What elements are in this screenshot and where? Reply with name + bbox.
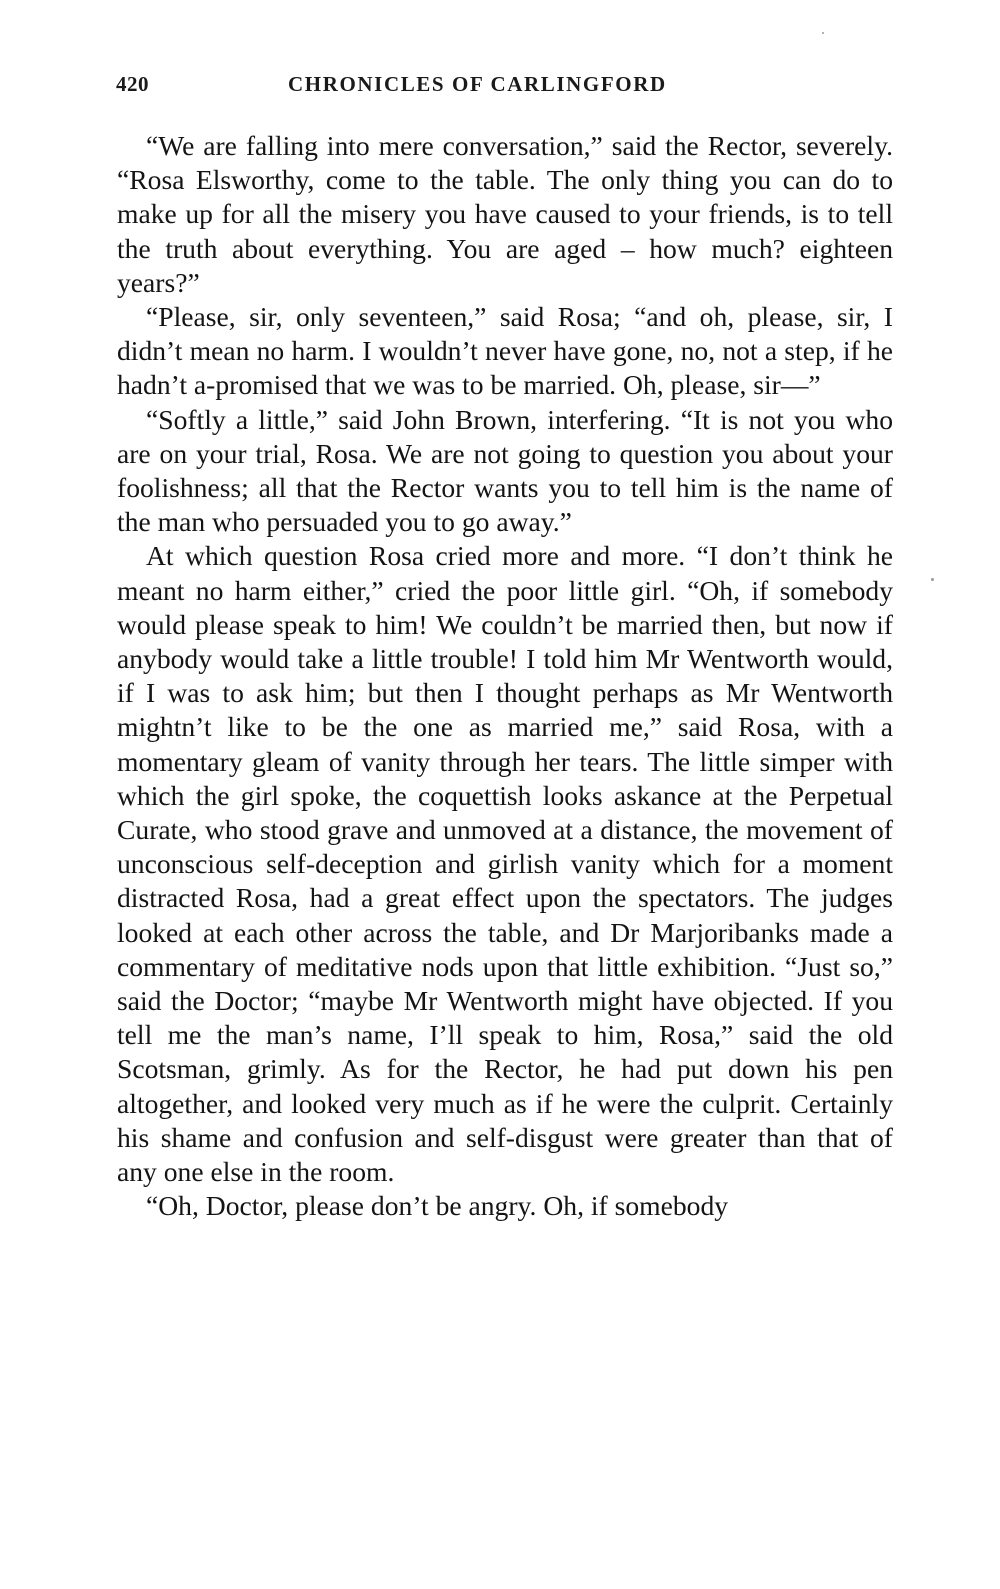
paragraph: “Oh, Doctor, please don’t be angry. Oh, if somebody — [146, 1190, 729, 1222]
scan-speck — [822, 32, 824, 34]
page-number: 420 — [116, 72, 149, 96]
running-head: CHRONICLES OF CARLINGFORD — [288, 72, 667, 96]
paragraph: “We are falling into mere conversation,” said the Rector, severely. “Rosa Elsworthy, come to the table. The only thing you can do to make up for all the misery you have caused to your friends, is to tell the truth about everything. You are aged – how much? eighteen years?” — [117, 130, 893, 298]
paragraph: “Please, sir, only seventeen,” said Rosa; “and oh, please, sir, I didn’t mean no harm. I wouldn’t never have gone, no, not a step, if he hadn’t a-promised that we was to be married. Oh, please, sir—” — [117, 301, 893, 401]
page-header — [116, 72, 896, 104]
scan-speck — [931, 578, 934, 581]
page-body — [117, 129, 893, 1224]
paragraph: At which question Rosa cried more and more. “I don’t think he meant no harm either,” cried the poor little girl. “Oh, if somebody would please speak to him! We couldn’t be married then, but now if anybody would take a little trouble! I told him Mr Wentworth would, if I was to ask him; but then I thought perhaps as Mr Wentworth mightn’t like to be the one as married me,” said Rosa, with a momentary gleam of vanity through her tears. The little simper with which the girl spoke, the coquettish looks askance at the Perpetual Curate, who stood grave and unmoved at a distance, the movement of unconscious self-deception and girlish vanity which for a moment distracted Rosa, had a great effect upon the spectators. The judges looked at each other across the table, and Dr Marjoribanks made a commentary of meditative nods upon that little exhibition. “Just so,” said the Doctor; “maybe Mr Wentworth might have objected. If you tell me the man’s name, I’ll speak to him, Rosa,” said the old Scotsman, grimly. As for the Rector, he had put down his pen altogether, and looked very much as if he were the culprit. Certainly his shame and confusion and self-disgust were greater than that of any one else in the room. — [117, 540, 893, 1188]
paragraph: “Softly a little,” said John Brown, interfering. “It is not you who are on your trial, Rosa. We are not going to question you about your foolishness; all that the Rector wants you to tell him is the name of the man who persuaded you to go away.” — [117, 403, 893, 538]
